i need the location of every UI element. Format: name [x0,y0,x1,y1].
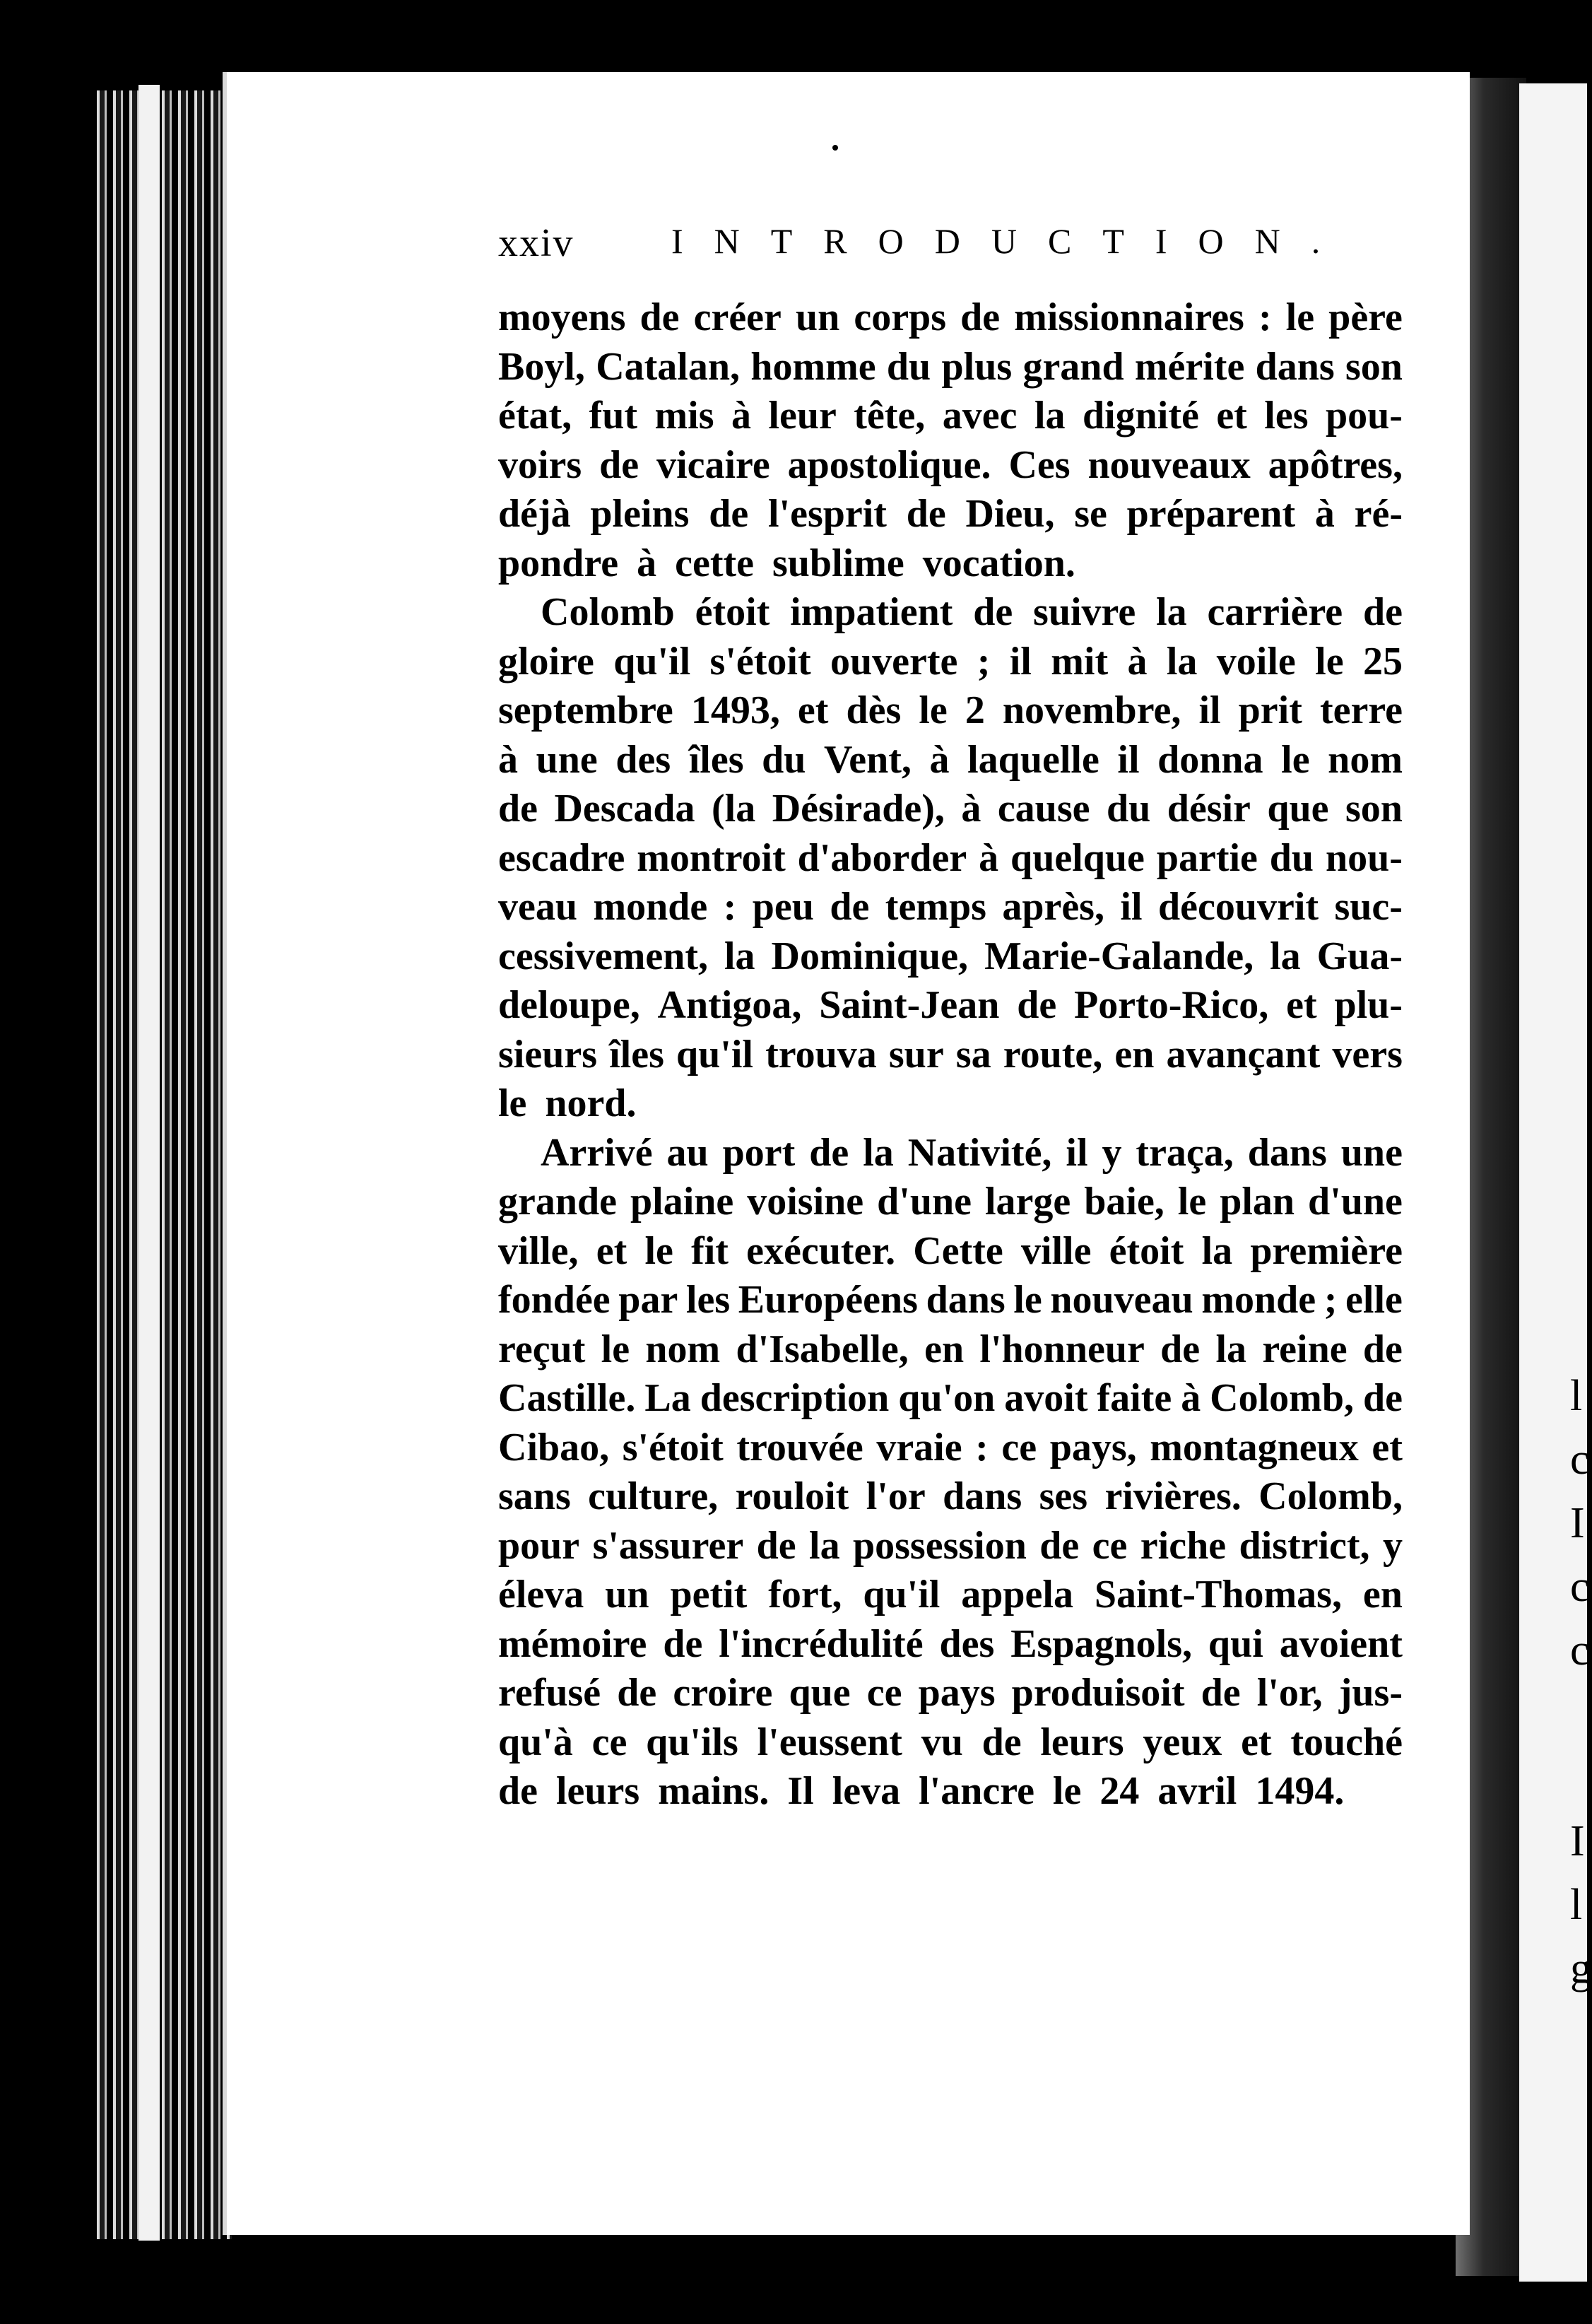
text-line: déjà pleins de l'esprit de Dieu, se préparent à ré- [498,492,1403,536]
running-head-title: INTRODUCTION. [671,221,1352,261]
book-page-edges [90,90,232,2239]
text-line: de leurs mains. Il leva l'ancre le 24 avril 1494. [498,1769,1345,1813]
text-line: gloire qu'il s'étoit ouverte ; il mit à la voile le 25 [498,639,1403,683]
text-line: septembre 1493, et dès le 2 novembre, il prit terre [498,688,1403,732]
text-line: reçut le nom d'Isabelle, en l'honneur de la reine de [498,1327,1403,1371]
text-line: pondre à cette sublime vocation. [498,541,1075,585]
text-line: fondée par les Européens dans le nouveau monde ; elle [498,1278,1403,1322]
text-line: état, fut mis à leur tête, avec la dignité et les pou- [498,394,1403,438]
text-line: Arrivé au port de la Nativité, il y traça, dans une [541,1130,1403,1175]
text-line: refusé de croire que ce pays produisoit de l'or, jus- [498,1671,1403,1715]
book-page-edge-highlight [138,85,160,2241]
page-body-text [498,293,1403,1817]
text-line: le nord. [498,1081,637,1125]
text-line: sieurs îles qu'il trouva sur sa route, en avançant vers [498,1032,1403,1076]
text-line: cessivement, la Dominique, Marie-Galande, la Gua- [498,934,1403,978]
text-line: Colomb étoit impatient de suivre la carrière de [541,590,1403,634]
text-line: éleva un petit fort, qu'il appela Saint-Thomas, en [498,1573,1403,1616]
text-line: grande plaine voisine d'une large baie, le plan d'une [498,1180,1403,1223]
text-line: Boyl, Catalan, homme du plus grand mérite dans son [498,344,1403,389]
text-line: de Descada (la Désirade), à cause du désir que son [498,787,1403,831]
text-line: sans culture, rouloit l'or dans ses rivières. Colomb, [498,1474,1403,1518]
facing-page-fragments: l c I c c I l g [1570,1372,1592,1993]
text-line: à une des îles du Vent, à laquelle il donna le nom [498,737,1403,782]
text-line: ville, et le fit exécuter. Cette ville étoit la première [498,1228,1403,1273]
text-line: Castille. La description qu'on avoit faite à Colomb, de [498,1376,1403,1420]
text-line: pour s'assurer de la possession de ce riche district, y [498,1523,1403,1568]
text-line: escadre montroit d'aborder à quelque partie du nou- [498,835,1403,880]
text-line: moyens de créer un corps de missionnaires : le père [498,295,1403,339]
text-line: mémoire de l'incrédulité des Espagnols, qui avoient [498,1621,1403,1666]
text-line: voirs de vicaire apostolique. Ces nouveaux apôtres, [498,442,1403,487]
ink-speck [832,145,838,151]
text-line: qu'à ce qu'ils l'eussent vu de leurs yeux et touché [498,1720,1403,1764]
text-line: Cibao, s'étoit trouvée vraie : ce pays, montagneux et [498,1425,1403,1469]
text-line: veau monde : peu de temps après, il découvrit suc- [498,885,1403,929]
page-folio: xxiv [498,221,574,265]
text-line: deloupe, Antigoa, Saint-Jean de Porto-Rico, et plu- [498,983,1403,1027]
